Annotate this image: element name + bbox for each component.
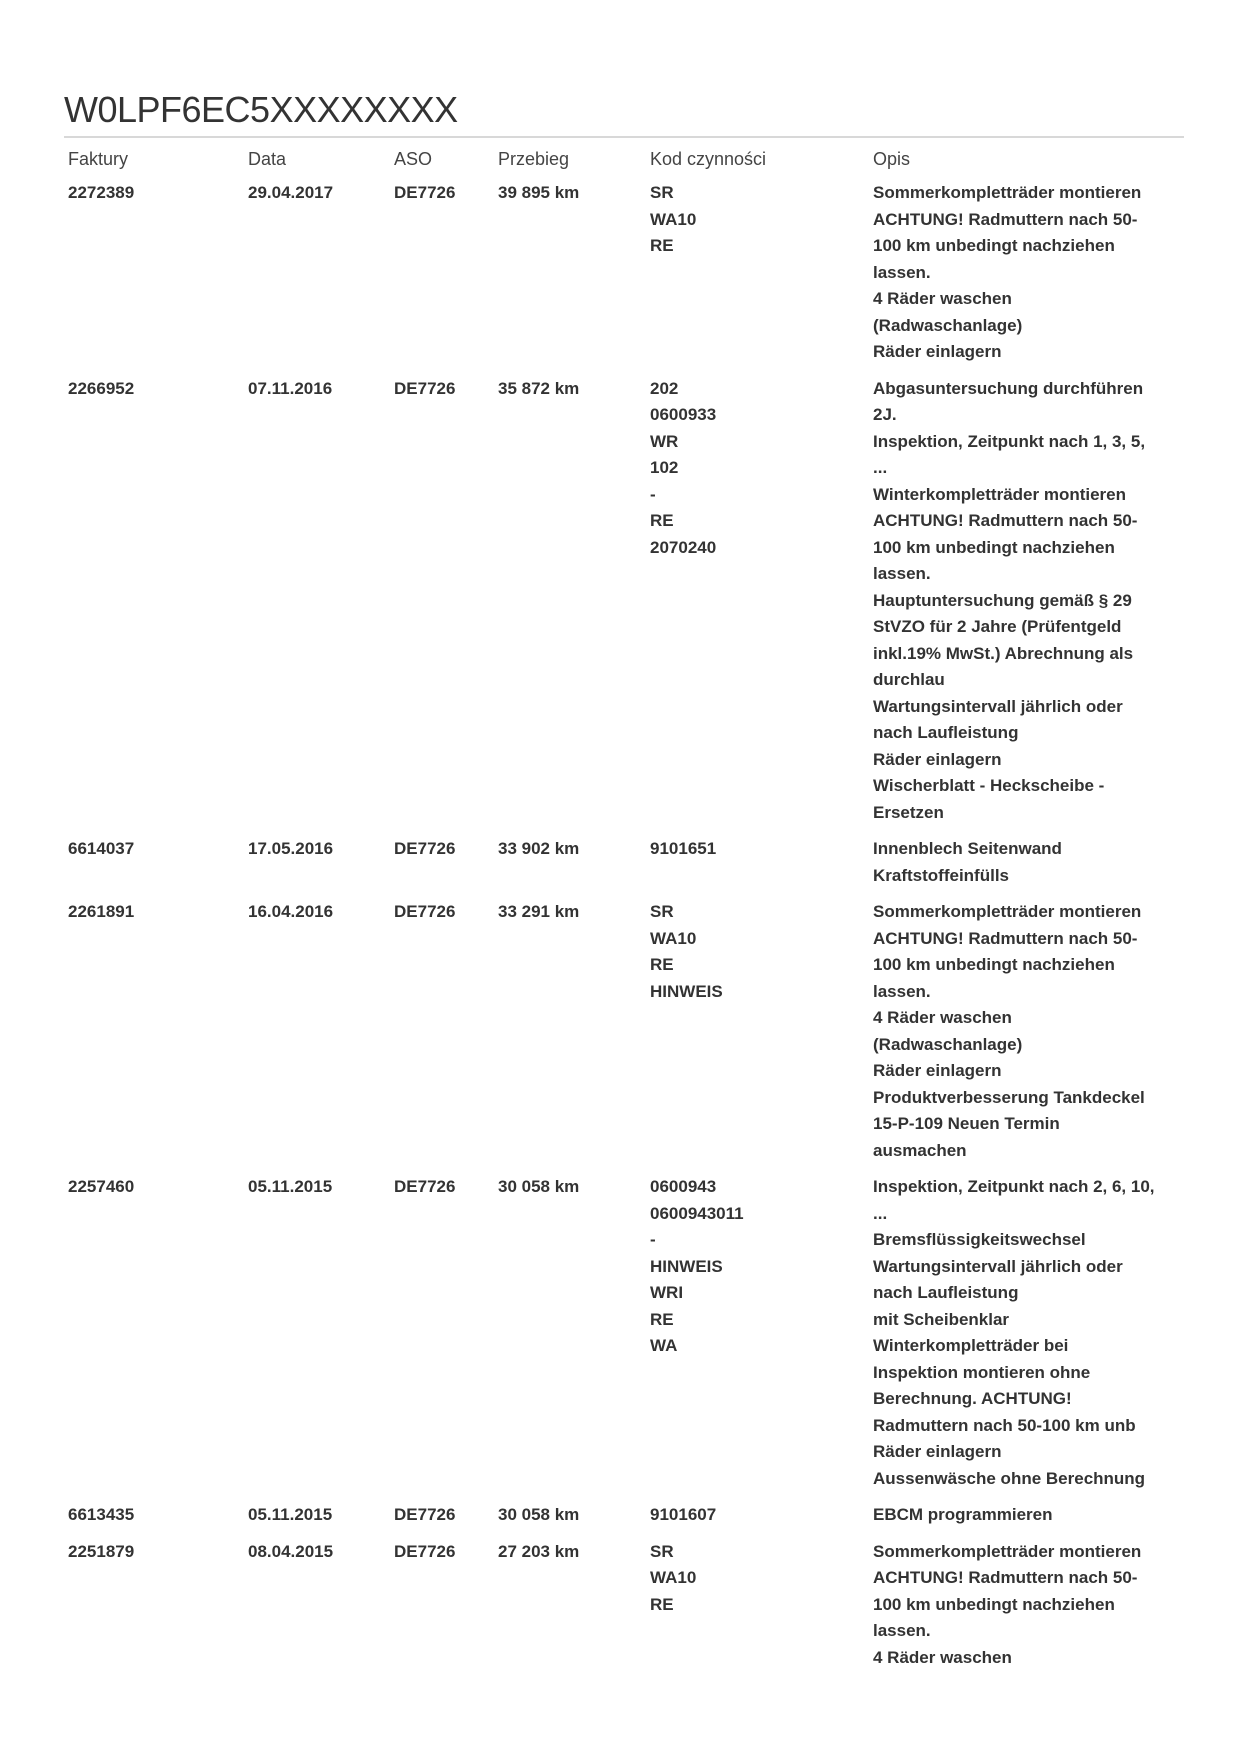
aso-cell: DE7726: [394, 1505, 456, 1524]
mileage-cell: 30 058 km: [498, 1505, 580, 1524]
description-line: Winterkompletträder montieren: [873, 484, 1126, 504]
table-row: [64, 893, 1184, 1168]
description-line: ACHTUNG! Radmuttern nach 50-: [873, 928, 1138, 948]
description-line: 100 km unbedingt nachziehen: [873, 955, 1115, 974]
date-cell: 08.04.2015: [248, 1541, 334, 1561]
table-row: [64, 370, 1184, 831]
description-line: Hauptuntersuchung gemäß § 29: [873, 590, 1132, 610]
invoice-number-cell: 2257460: [68, 1177, 135, 1196]
description-line: 100 km unbedingt nachziehen: [873, 537, 1115, 557]
aso-cell: DE7726: [394, 902, 456, 921]
operation-code-line: RE: [650, 955, 674, 974]
operation-code-line: 202: [650, 378, 679, 398]
description-line: 100 km unbedingt nachziehen: [873, 236, 1115, 255]
aso-cell: DE7726: [394, 839, 456, 858]
operation-code-line: -: [650, 1230, 656, 1249]
column-header-invoices: Faktury: [68, 149, 129, 169]
description-line: ...: [873, 1203, 888, 1223]
operation-codes-cell: [646, 1496, 869, 1533]
operation-code-line: 0600943011: [650, 1203, 744, 1223]
operation-codes-cell: [646, 1168, 869, 1496]
operation-code-line: SR: [650, 183, 674, 202]
description-line: Sommerkompletträder montieren: [873, 1541, 1142, 1561]
operation-code-line: WR: [650, 431, 679, 451]
description-line: lassen.: [873, 564, 931, 583]
column-header-description: Opis: [873, 149, 911, 169]
description-line: Inspektion, Zeitpunkt nach 1, 3, 5,: [873, 431, 1146, 451]
invoice-number-cell: 2261891: [68, 902, 135, 921]
operation-code-line: SR: [650, 1541, 674, 1561]
mileage-cell: 33 291 km: [498, 902, 580, 921]
mileage-cell: 39 895 km: [498, 183, 580, 202]
operation-code-line: 2070240: [650, 537, 717, 557]
description-line: Berechnung. ACHTUNG!: [873, 1389, 1072, 1408]
description-line: Wartungsintervall jährlich oder: [873, 1256, 1123, 1276]
description-line: (Radwaschanlage): [873, 315, 1023, 335]
description-line: ACHTUNG! Radmuttern nach 50-: [873, 511, 1138, 530]
operation-code-line: WRI: [650, 1283, 684, 1302]
operation-code-line: 102: [650, 458, 679, 477]
table-body: [64, 174, 1184, 1675]
invoice-number-cell: 2266952: [68, 378, 135, 398]
description-line: Inspektion, Zeitpunkt nach 2, 6, 10,: [873, 1177, 1155, 1196]
description-line: nach Laufleistung: [873, 723, 1019, 742]
description-line: Aussenwäsche ohne Berechnung: [873, 1468, 1146, 1488]
description-cell: [869, 1533, 1184, 1676]
mileage-cell: 27 203 km: [498, 1541, 580, 1561]
description-line: nach Laufleistung: [873, 1283, 1019, 1302]
description-line: mit Scheibenklar: [873, 1309, 1010, 1329]
operation-code-line: 0600943: [650, 1177, 717, 1196]
description-line: Wartungsintervall jährlich oder: [873, 696, 1123, 716]
column-header-date: Data: [248, 149, 287, 169]
operation-code-line: RE: [650, 1309, 674, 1329]
description-line: Inspektion montieren ohne: [873, 1362, 1091, 1382]
operation-code-line: WA10: [650, 1568, 697, 1587]
description-line: lassen.: [873, 1621, 931, 1640]
description-line: 4 Räder waschen: [873, 1008, 1012, 1027]
invoice-number-cell: 2272389: [68, 183, 135, 202]
table-header-row: [64, 138, 1184, 174]
mileage-cell: 30 058 km: [498, 1177, 580, 1196]
description-line: Räder einlagern: [873, 342, 1002, 361]
table-row: [64, 1533, 1184, 1676]
operation-code-line: 9101607: [650, 1505, 717, 1524]
operation-code-line: RE: [650, 511, 674, 530]
description-line: Räder einlagern: [873, 749, 1002, 769]
description-cell: [869, 174, 1184, 370]
operation-code-line: 9101651: [650, 839, 717, 858]
mileage-cell: 33 902 km: [498, 839, 580, 858]
description-line: StVZO für 2 Jahre (Prüfentgeld: [873, 617, 1122, 636]
description-line: Räder einlagern: [873, 1061, 1002, 1080]
operation-codes-cell: [646, 830, 869, 893]
description-line: (Radwaschanlage): [873, 1034, 1023, 1054]
description-line: 100 km unbedingt nachziehen: [873, 1594, 1115, 1614]
description-line: ...: [873, 458, 888, 477]
aso-cell: DE7726: [394, 378, 456, 398]
document-title: W0LPF6EC5XXXXXXXX: [64, 89, 458, 130]
description-cell: [869, 1168, 1184, 1496]
description-line: lassen.: [873, 262, 931, 282]
date-cell: 16.04.2016: [248, 902, 334, 921]
operation-code-line: SR: [650, 902, 674, 921]
description-line: Ersetzen: [873, 802, 944, 822]
description-line: Bremsflüssigkeitswechsel: [873, 1230, 1086, 1249]
description-line: Sommerkompletträder montieren: [873, 183, 1142, 202]
description-line: Innenblech Seitenwand: [873, 839, 1062, 858]
invoice-number-cell: 6614037: [68, 839, 135, 858]
operation-code-line: 0600933: [650, 405, 717, 424]
description-line: Sommerkompletträder montieren: [873, 902, 1142, 921]
description-line: durchlau: [873, 670, 945, 689]
description-line: 2J.: [873, 405, 897, 424]
description-line: Winterkompletträder bei: [873, 1336, 1069, 1355]
date-cell: 17.05.2016: [248, 839, 334, 858]
description-line: ACHTUNG! Radmuttern nach 50-: [873, 1568, 1138, 1587]
mileage-cell: 35 872 km: [498, 378, 580, 398]
operation-codes-cell: [646, 174, 869, 370]
date-cell: 07.11.2016: [248, 378, 333, 398]
date-cell: 29.04.2017: [248, 183, 334, 202]
operation-code-line: WA10: [650, 928, 697, 948]
table-row: [64, 830, 1184, 893]
description-line: inkl.19% MwSt.) Abrechnung als: [873, 643, 1134, 663]
description-cell: [869, 1496, 1184, 1533]
column-header-mileage: Przebieg: [498, 149, 570, 169]
column-header-aso: ASO: [394, 149, 433, 169]
table-row: [64, 1168, 1184, 1496]
description-line: ausmachen: [873, 1140, 967, 1160]
description-line: Räder einlagern: [873, 1442, 1002, 1461]
operation-codes-cell: [646, 370, 869, 831]
description-line: Kraftstoffeinfülls: [873, 865, 1009, 885]
aso-cell: DE7726: [394, 1177, 456, 1196]
aso-cell: DE7726: [394, 1541, 456, 1561]
date-cell: 05.11.2015: [248, 1505, 333, 1524]
table-row: [64, 174, 1184, 370]
date-cell: 05.11.2015: [248, 1177, 333, 1196]
description-line: Abgasuntersuchung durchführen: [873, 378, 1144, 398]
table-row: [64, 1496, 1184, 1533]
operation-code-line: RE: [650, 236, 674, 255]
description-line: 15-P-109 Neuen Termin: [873, 1114, 1060, 1133]
invoice-number-cell: 6613435: [68, 1505, 135, 1524]
description-cell: [869, 830, 1184, 893]
description-line: Radmuttern nach 50-100 km unb: [873, 1415, 1136, 1435]
description-line: Produktverbesserung Tankdeckel: [873, 1087, 1145, 1107]
service-history-table: [64, 138, 1184, 1675]
column-header-operation-code: Kod czynności: [650, 149, 767, 169]
operation-code-line: WA10: [650, 209, 697, 229]
operation-code-line: -: [650, 484, 656, 504]
operation-codes-cell: [646, 893, 869, 1168]
operation-code-line: RE: [650, 1594, 674, 1614]
operation-code-line: HINWEIS: [650, 981, 723, 1001]
description-cell: [869, 370, 1184, 831]
description-line: lassen.: [873, 981, 931, 1001]
description-line: ACHTUNG! Radmuttern nach 50-: [873, 209, 1138, 229]
description-line: 4 Räder waschen: [873, 289, 1012, 308]
description-line: EBCM programmieren: [873, 1505, 1053, 1524]
aso-cell: DE7726: [394, 183, 456, 202]
description-line: 4 Räder waschen: [873, 1647, 1012, 1667]
operation-code-line: WA: [650, 1336, 678, 1355]
description-line: Wischerblatt - Heckscheibe -: [873, 776, 1105, 795]
page: [64, 84, 1184, 1675]
operation-code-line: HINWEIS: [650, 1256, 723, 1276]
operation-codes-cell: [646, 1533, 869, 1676]
invoice-number-cell: 2251879: [68, 1541, 135, 1561]
description-cell: [869, 893, 1184, 1168]
